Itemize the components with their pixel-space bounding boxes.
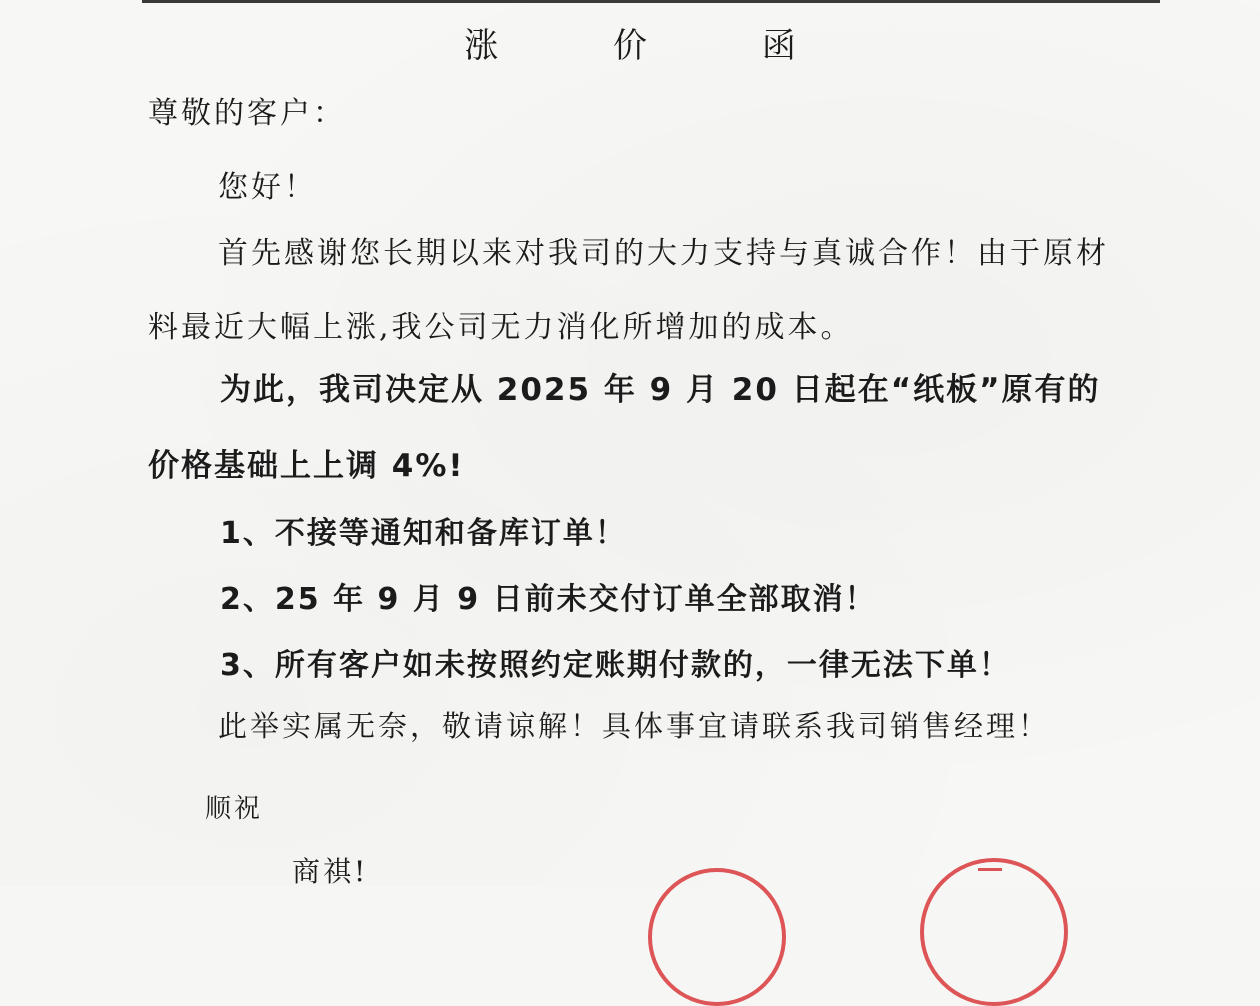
paragraph-2-line-2: 价格基础上上调 4%! [148,448,465,484]
title-char-1: 涨 [464,26,499,66]
seal-mark [978,868,1002,887]
paragraph-1-line-1: 首先感谢您长期以来对我司的大力支持与真诚合作！由于原材 [218,236,1109,271]
list-item-2: 2、25 年 9 月 9 日前未交付订单全部取消！ [220,582,877,617]
title-char-3: 函 [761,26,796,66]
paragraph-1-line-2: 料最近大幅上涨,我公司无力消化所增加的成本。 [148,310,854,345]
letter-title [0,18,1260,67]
regards-line: 顺祝 [205,794,264,824]
top-rule [142,0,1160,3]
title-char-2: 价 [613,26,647,66]
list-item-1: 1、不接等通知和备库订单！ [220,516,627,551]
company-seal-left [648,868,786,1006]
closing-line: 此举实属无奈，敬请谅解！具体事宜请联系我司销售经理！ [218,709,1051,743]
sign-off-line: 商祺! [292,855,369,888]
paragraph-2-line-1: 为此，我司决定从 2025 年 9 月 20 日起在“纸板”原有的 [220,372,1101,408]
list-item-3: 3、所有客户如未按照约定账期付款的，一律无法下单！ [220,648,1011,683]
greeting: 尊敬的客户： [148,96,346,131]
hello-line: 您好！ [218,170,317,205]
company-seal-right [920,858,1068,1006]
